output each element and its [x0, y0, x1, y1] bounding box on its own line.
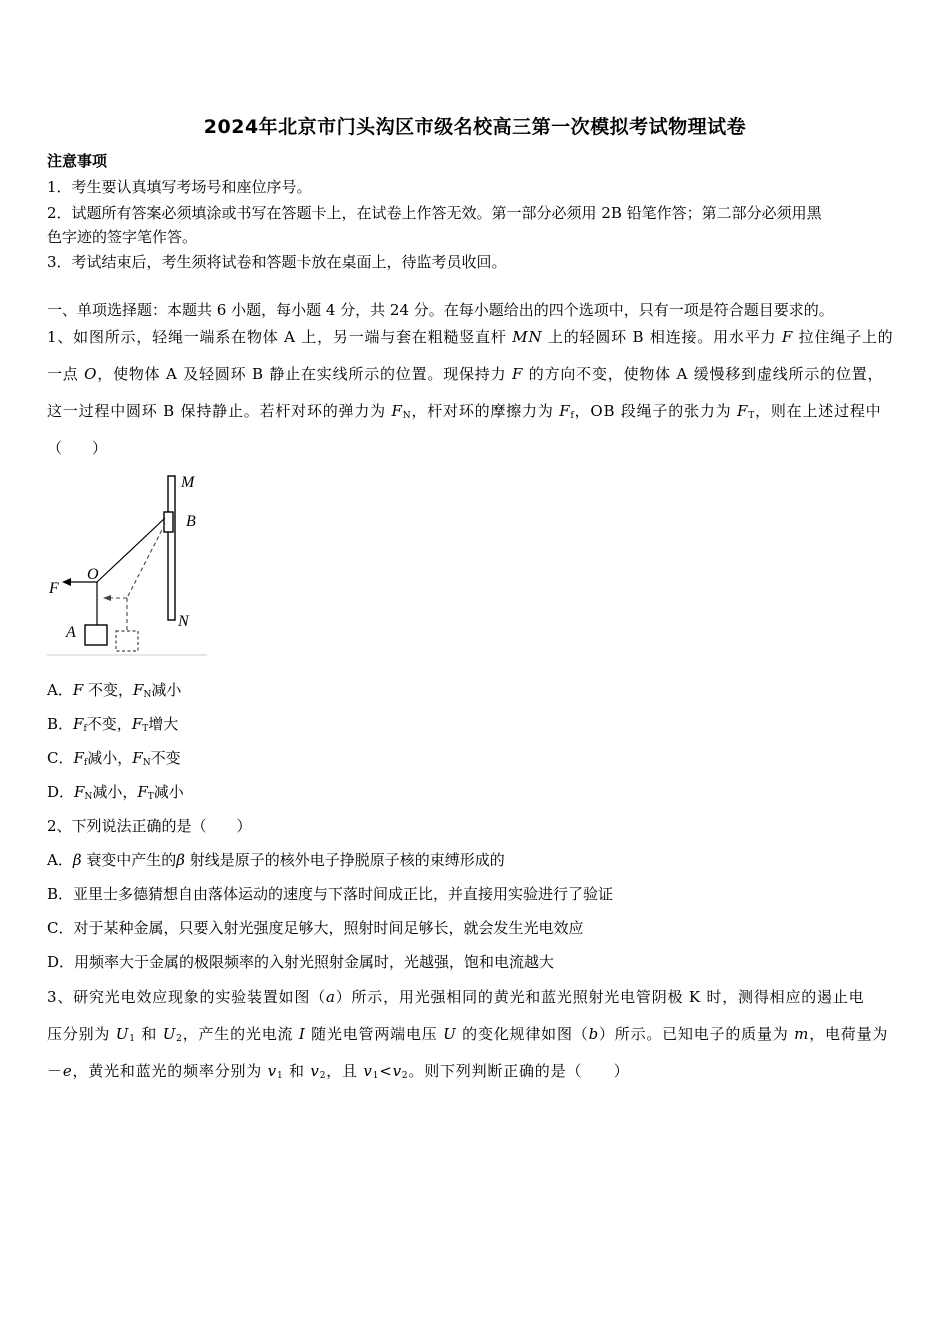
block-a-dashed: [116, 631, 138, 651]
q2-option-a[interactable]: A．β 衰变中产生的β 射线是原子的核外电子挣脱原子核的束缚形成的: [47, 851, 505, 869]
force-f-dashed-arrowhead: [103, 595, 111, 601]
page-title: 2024年北京市门头沟区市级名校高三第一次模拟考试物理试卷: [203, 116, 747, 138]
block-a: [85, 625, 107, 645]
section-heading: 一、单项选择题：本题共 6 小题，每小题 4 分，共 24 分。在每小题给出的四个选项中，只有一项是符合题目要求的。: [47, 301, 834, 319]
q3-stem-line-3: －e，黄光和蓝光的频率分别为 $v_1$ 和 $v_2$，且 $v_1<v_2$。则下列判断正确的是（ ）: [47, 1062, 630, 1081]
rope-ring-diagram: [47, 468, 207, 658]
q1-option-a[interactable]: A．F 不变，$F_N$减小: [47, 681, 182, 700]
rope-ob: [97, 518, 165, 582]
label-a: A: [66, 624, 76, 641]
label-n: N: [178, 613, 189, 630]
q2-stem: 2、下列说法正确的是（ ）: [47, 817, 252, 835]
q1-option-c[interactable]: C．$F_f$减小，$F_N$不变: [47, 749, 181, 768]
notice-item: 1．考生要认真填写考场号和座位序号。: [47, 178, 312, 196]
q1-answer-blank: （ ）: [47, 439, 108, 457]
label-b: B: [186, 513, 196, 530]
q3-stem-line-1: 3、研究光电效应现象的实验装置如图（a）所示，用光强相同的黄光和蓝光照射光电管阴极 K 时，测得相应的遏止电: [47, 988, 865, 1006]
q1-figure: [47, 468, 207, 658]
q3-stem-line-2: 压分别为 $U_1$ 和 $U_2$，产生的光电流 I 随光电管两端电压 U 的变化规律如图（b）所示。已知电子的质量为 m，电荷量为: [47, 1025, 889, 1044]
q2-option-d[interactable]: D．用频率大于金属的极限频率的入射光照射金属时，光越强，饱和电流越大: [47, 953, 555, 971]
q1-option-b[interactable]: B．$F_f$不变，$F_T$增大: [47, 715, 179, 734]
notice-item: 色字迹的签字笔作答。: [47, 228, 198, 246]
notice-item: 3．考试结束后，考生须将试卷和答题卡放在桌面上，待监考员收回。: [47, 253, 507, 271]
force-f-arrowhead: [62, 578, 71, 586]
q1-stem-line-1: 1、如图所示，轻绳一端系在物体 A 上，另一端与套在粗糙竖直杆 MN 上的轻圆环 B 相连接。用水平力 F 拉住绳子上的: [47, 328, 894, 346]
label-m: M: [181, 474, 195, 491]
q1-option-d[interactable]: D．$F_N$减小，$F_T$减小: [47, 783, 184, 802]
label-o: O: [87, 566, 99, 583]
notice-item: 2．试题所有答案必须填涂或书写在答题卡上，在试卷上作答无效。第一部分必须用 2B 铅笔作答；第二部分必须用黑: [47, 204, 822, 222]
label-f: F: [49, 580, 59, 597]
q1-stem-line-2: 一点 O，使物体 A 及轻圆环 B 静止在实线所示的位置。现保持力 F 的方向不变，使物体 A 缓慢移到虚线所示的位置，: [47, 365, 884, 383]
notice-heading: 注意事项: [47, 152, 108, 170]
rod-mn: [168, 476, 175, 620]
q2-option-b[interactable]: B．亚里士多德猜想自由落体运动的速度与下落时间成正比，并直接用实验进行了验证: [47, 885, 614, 903]
ring-b: [164, 512, 173, 532]
q2-option-c[interactable]: C．对于某种金属，只要入射光强度足够大，照射时间足够长，就会发生光电效应: [47, 919, 584, 937]
q1-stem-line-3: 这一过程中圆环 B 保持静止。若杆对环的弹力为 $F_N$，杆对环的摩擦力为 $F_f$，OB 段绳子的张力为 $F_T$，则在上述过程中: [47, 402, 882, 421]
